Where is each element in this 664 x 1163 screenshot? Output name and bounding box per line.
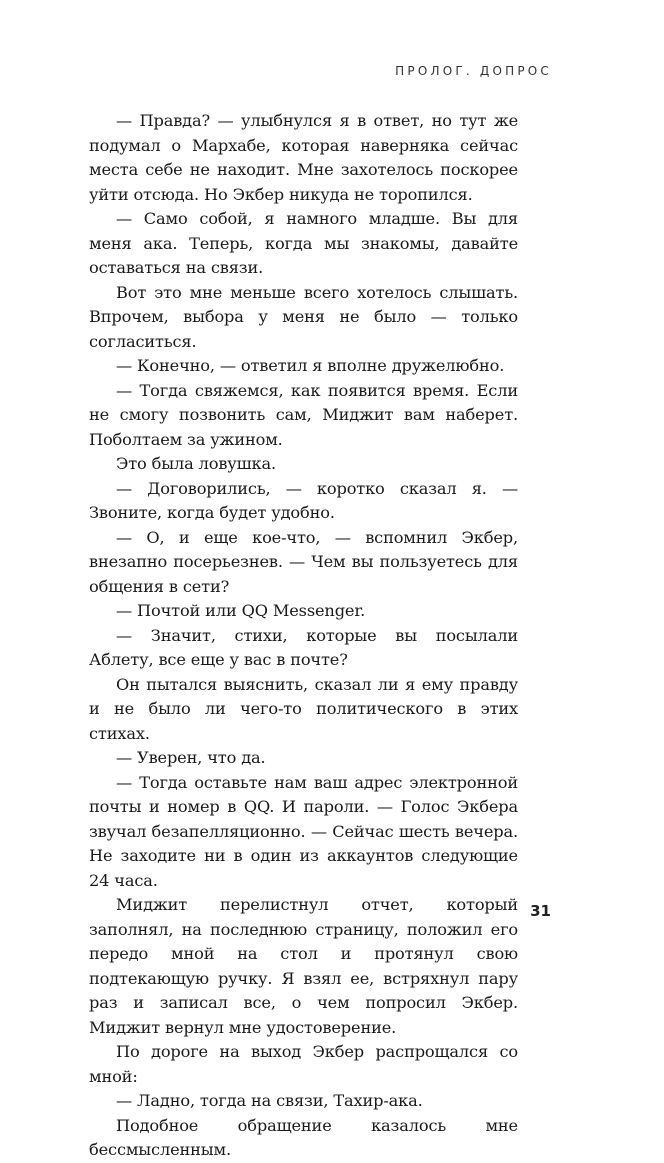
paragraph: Это была ловушка. — [116, 454, 277, 473]
paragraph: Вот это мне меньше всего хотелось слышать. Впрочем, выбора у меня не было — только согласиться. — [89, 282, 518, 351]
paragraph: — О, и еще кое-что, — вспомнил Экбер, внезапно посерьезнев. — Чем вы пользуетесь для общения в сети? — [89, 527, 518, 596]
paragraph: — Правда? — улыбнулся я в ответ, но тут же подумал о Мархабе, которая наверняка сейчас места себе не находит. Мне захотелось поскорее уйти отсюда. Но Экбер никуда не торопился. — [89, 111, 518, 204]
paragraph: — Значит, стихи, которые вы посылали Аблету, все еще у вас в почте? — [89, 625, 518, 669]
paragraph: — Тогда оставьте нам ваш адрес электронной почты и номер в QQ. И пароли. — Голос Экбера звучал безапелляционно. — Сейчас шесть вечера. Не заходите ни в один из аккаунтов следующие 24 часа. — [89, 772, 518, 890]
running-head: ПРОЛОГ. ДОПРОС — [395, 64, 552, 78]
paragraph: — Конечно, — ответил я вполне дружелюбно. — [116, 356, 505, 375]
paragraph: Миджит перелистнул отчет, который заполнял, на последнюю страницу, положил его передо мной на стол и протянул свою подтекающую ручку. Я взял ее, встряхнул пару раз и записал все, о чем попросил Экбер. Миджит вернул мне удостоверение. — [89, 895, 518, 1037]
paragraph: Он пытался выяснить, сказал ли я ему правду и не было ли чего-то политического в этих стихах. — [89, 674, 518, 743]
paragraph: — Уверен, что да. — [116, 748, 266, 767]
paragraph: — Договорились, — коротко сказал я. — Звоните, когда будет удобно. — [89, 478, 518, 522]
paragraph: — Само собой, я намного младше. Вы для меня ака. Теперь, когда мы знакомы, давайте оставаться на связи. — [89, 209, 518, 277]
paragraph: — Ладно, тогда на связи, Тахир-ака. — [116, 1091, 423, 1110]
paragraph: Подобное обращение казалось мне бессмысленным. — [89, 1115, 518, 1159]
page-number: 31 — [530, 902, 551, 920]
paragraph: — Тогда свяжемся, как появится время. Если не смогу позвонить сам, Миджит вам наберет. Поболтаем за ужином. — [89, 380, 518, 449]
paragraph: По дороге на выход Экбер распрощался со мной: — [89, 1042, 518, 1086]
paragraph: — Почтой или QQ Messenger. — [116, 601, 366, 620]
body-text — [89, 109, 518, 1163]
